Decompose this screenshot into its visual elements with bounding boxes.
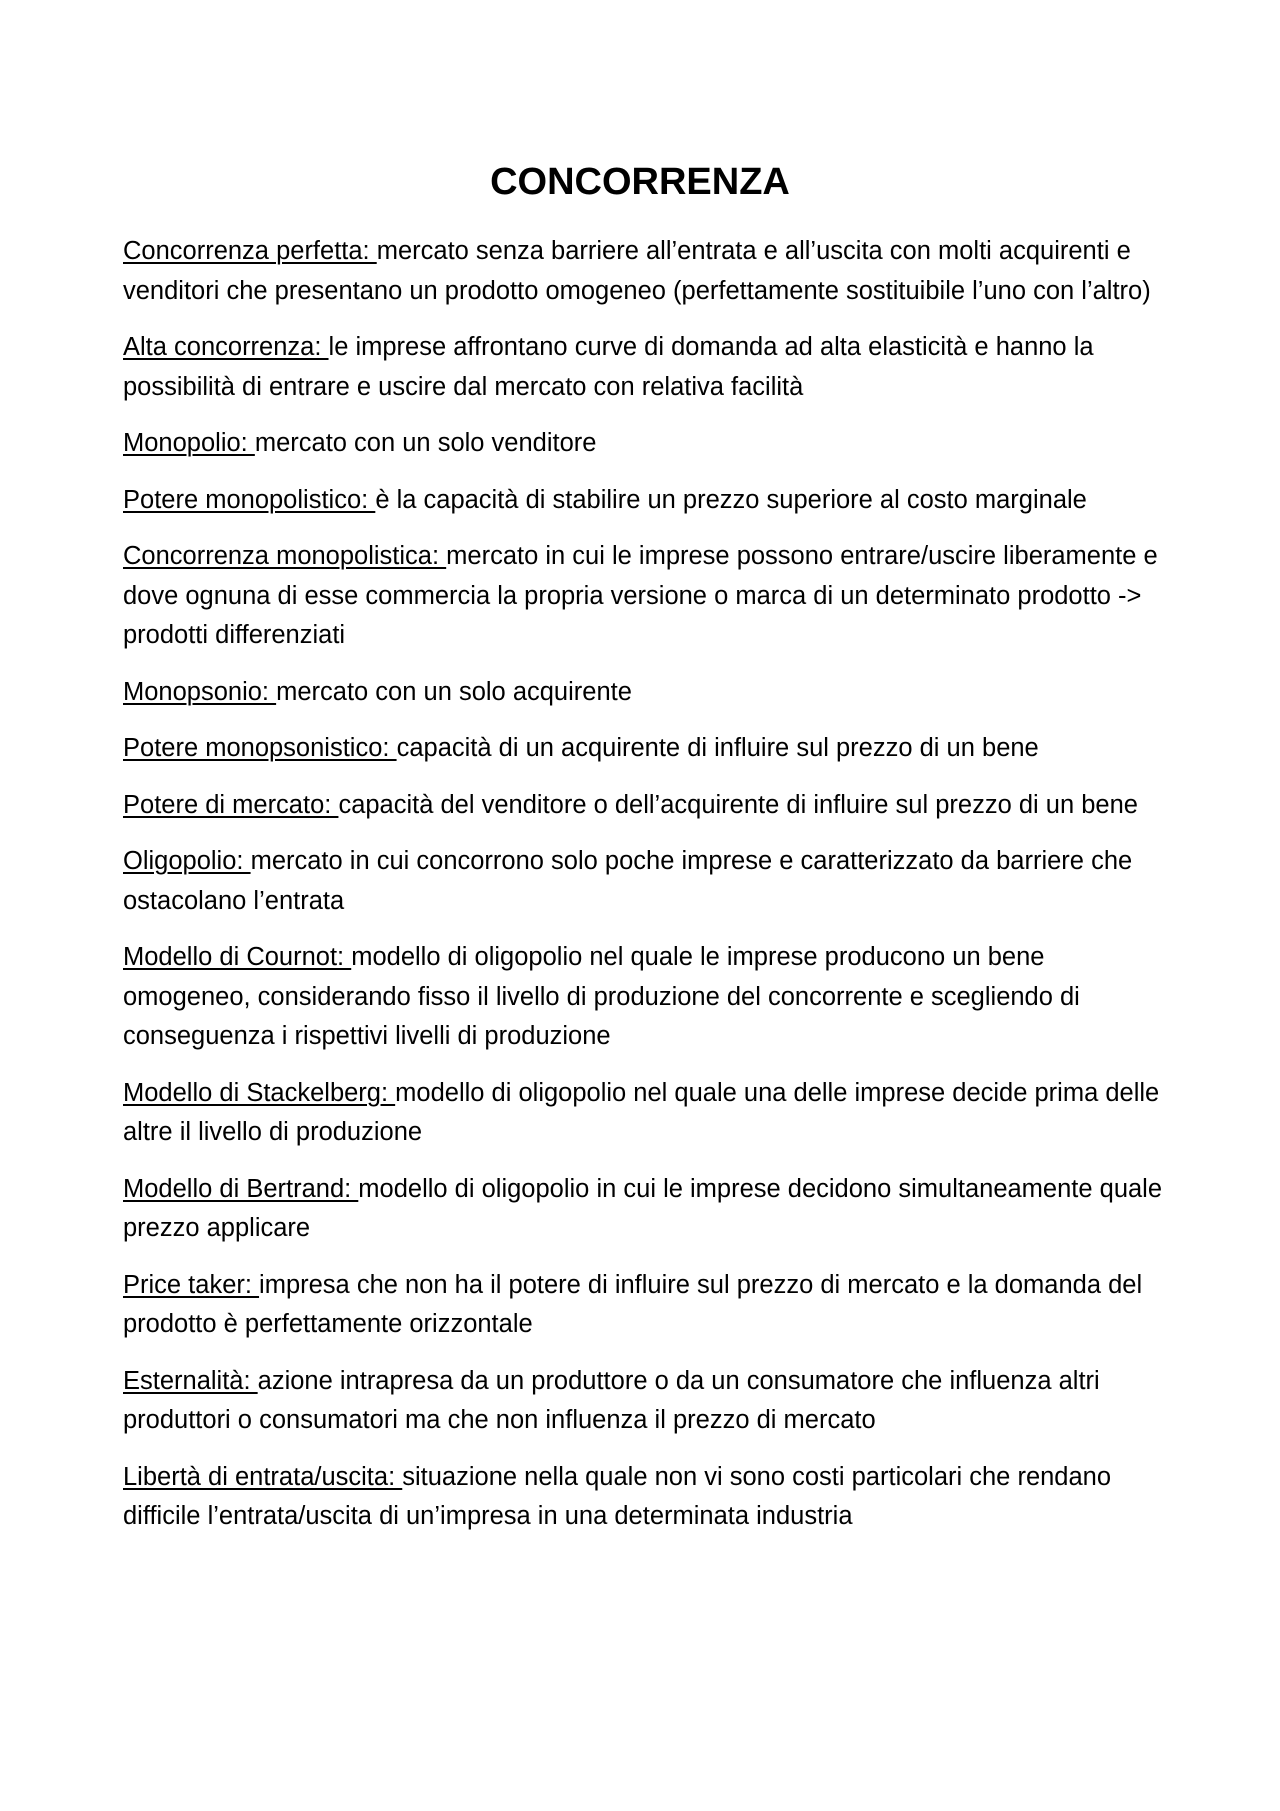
definition-entry [123, 1362, 1163, 1441]
definition-term: Modello di Cournot: [123, 943, 352, 971]
definition-term: Oligopolio: [123, 847, 251, 875]
definitions-list [123, 232, 1163, 1554]
definition-entry [123, 673, 1163, 713]
definition-entry [123, 1266, 1163, 1345]
definition-entry [123, 1458, 1163, 1537]
definition-entry [123, 328, 1163, 407]
definition-term: Modello di Bertrand: [123, 1174, 359, 1203]
definition-text: mercato con un solo acquirente [276, 677, 632, 706]
definition-text: capacità di un acquirente di influire sul prezzo di un bene [396, 734, 1039, 762]
definition-text: modello di oligopolio nel quale una delle imprese decide prima delle altre il livello di produzione [123, 1078, 1160, 1146]
definition-entry [123, 1074, 1163, 1153]
page-title: CONCORRENZA [490, 161, 790, 203]
definition-entry [123, 481, 1163, 521]
definition-text: capacità del venditore o dell’acquirente di influire sul prezzo di un bene [338, 790, 1138, 819]
definition-entry [123, 729, 1163, 769]
definition-entry [123, 424, 1163, 464]
definition-text: le imprese affrontano curve di domanda ad alta elasticità e hanno la possibilità di entrare e uscire dal mercato con relativa facilità [123, 333, 1094, 401]
definition-term: Potere di mercato: [123, 790, 339, 819]
definition-entry [123, 842, 1163, 921]
definition-text: mercato senza barriere all’entrata e all’uscita con molti acquirenti e venditori che presentano un prodotto omogeneo (perfettamente sostituibile l’uno con l’altro) [123, 237, 1151, 305]
definition-entry [123, 938, 1163, 1057]
definition-term: Esternalità: [123, 1366, 258, 1395]
definition-entry [123, 1170, 1163, 1249]
definition-term: Price taker: [123, 1270, 260, 1299]
definition-term: Monopsonio: [123, 677, 277, 706]
definition-entry [123, 232, 1163, 311]
definition-term: Libertà di entrata/uscita: [123, 1462, 403, 1491]
definition-text: mercato con un solo venditore [254, 429, 597, 457]
definition-text: situazione nella quale non vi sono costi particolari che rendano difficile l’entrata/uscita di un’impresa in una determinata industria [123, 1462, 1112, 1530]
definition-entry [123, 786, 1163, 826]
definition-text: azione intrapresa da un produttore o da un consumatore che influenza altri produttori o consumatori ma che non influenza il prezzo di mercato [123, 1366, 1100, 1434]
definition-term: Concorrenza monopolistica: [123, 542, 447, 570]
definition-text: impresa che non ha il potere di influire sul prezzo di mercato e la domanda del prodotto è perfettamente orizzontale [123, 1270, 1143, 1338]
definition-text: modello di oligopolio in cui le imprese decidono simultaneamente quale prezzo applicare [123, 1174, 1163, 1242]
definition-term: Concorrenza perfetta: [123, 237, 377, 265]
definition-text: modello di oligopolio nel quale le imprese producono un bene omogeneo, considerando fisso il livello di produzione del concorrente e scegliendo di conseguenza i rispettivi livelli di produzione [123, 943, 1080, 1050]
definition-text: mercato in cui concorrono solo poche imprese e caratterizzato da barriere che ostacolano l’entrata [123, 847, 1133, 915]
definition-text: mercato in cui le imprese possono entrare/uscire liberamente e dove ognuna di esse commercia la propria versione o marca di un determinato prodotto -> prodotti differenziati [123, 542, 1158, 649]
definition-term: Alta concorrenza: [123, 333, 329, 361]
definition-term: Potere monopolistico: [123, 485, 376, 514]
definition-term: Modello di Stackelberg: [123, 1078, 396, 1107]
definition-text: è la capacità di stabilire un prezzo superiore al costo marginale [375, 485, 1087, 514]
definition-term: Monopolio: [123, 429, 255, 457]
definition-term: Potere monopsonistico: [123, 734, 397, 762]
definition-entry [123, 537, 1163, 656]
